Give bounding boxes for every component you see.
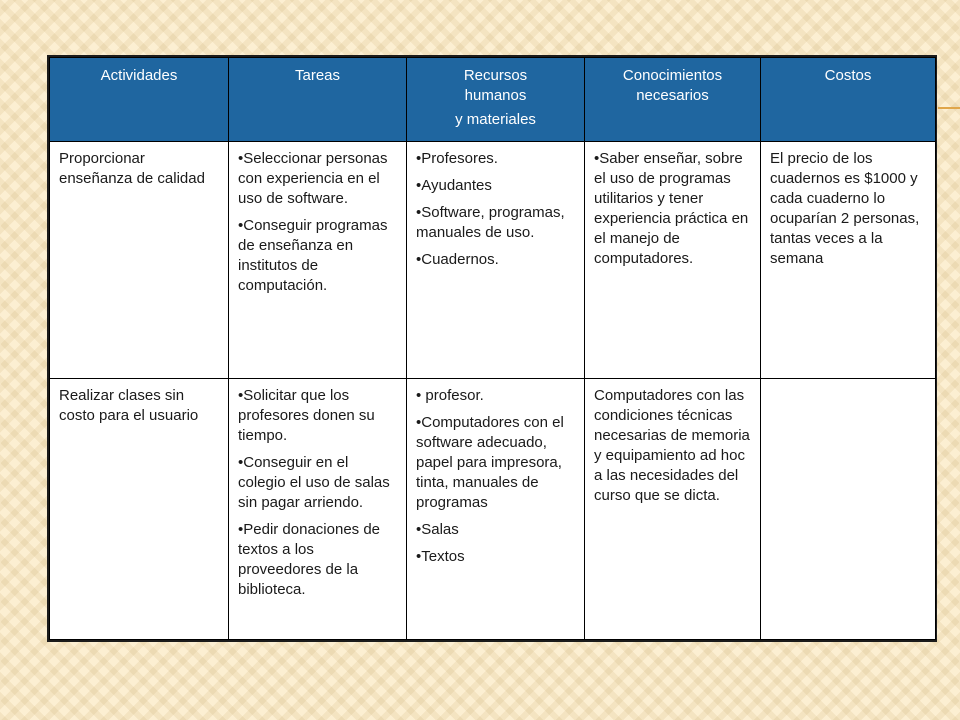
actividad-text: Proporcionar enseñanza de calidad xyxy=(59,150,205,187)
tarea-item: •Solicitar que los profesores donen su tiempo. xyxy=(238,387,375,444)
recurso-item: •Cuadernos. xyxy=(416,251,499,268)
recurso-item: •Textos xyxy=(416,548,465,565)
tarea-item: •Conseguir programas de enseñanza en institutos de computación. xyxy=(238,217,388,294)
decorative-accent-line xyxy=(938,107,960,109)
cell-recursos xyxy=(407,142,585,379)
header-actividades-label: Actividades xyxy=(100,67,178,84)
cell-costos-empty xyxy=(761,379,936,640)
recurso-item: •Ayudantes xyxy=(416,177,492,194)
header-recursos-line1: Recursos xyxy=(463,67,528,84)
cell-actividad xyxy=(50,142,229,379)
header-recursos xyxy=(407,58,585,142)
planning-table xyxy=(49,57,936,640)
header-tareas xyxy=(229,58,407,142)
header-recursos-line3: y materiales xyxy=(455,111,536,128)
actividad-text: Realizar clases sin costo para el usuario xyxy=(59,387,199,424)
table-row xyxy=(50,379,936,640)
cell-conocimientos xyxy=(585,142,761,379)
tarea-item: •Conseguir en el colegio el uso de salas sin pagar arriendo. xyxy=(238,454,390,511)
costos-text: El precio de los cuadernos es $1000 y cada cuaderno lo ocuparían 2 personas, tantas veces a la semana xyxy=(770,150,920,267)
cell-recursos xyxy=(407,379,585,640)
table-header-row xyxy=(50,58,936,142)
header-conocimientos-line2: necesarios xyxy=(636,87,709,104)
header-conocimientos-line1: Conocimientos xyxy=(622,67,723,84)
cell-actividad xyxy=(50,379,229,640)
recurso-item: •Salas xyxy=(416,521,459,538)
cell-tareas xyxy=(229,379,407,640)
recurso-item: •Profesores. xyxy=(416,150,498,167)
recurso-item: • profesor. xyxy=(416,387,484,404)
recurso-item: •Computadores con el software adecuado, papel para impresora, tinta, manuales de programas xyxy=(416,414,564,511)
conocimientos-text: Computadores con las condiciones técnicas necesarias de memoria y equipamiento ad hoc a las necesidades del curso que se dicta. xyxy=(594,387,750,504)
cell-costos xyxy=(761,142,936,379)
tarea-item: •Pedir donaciones de textos a los proveedores de la biblioteca. xyxy=(238,521,381,598)
header-conocimientos xyxy=(585,58,761,142)
header-costos xyxy=(761,58,936,142)
header-tareas-label: Tareas xyxy=(294,67,341,84)
table-row xyxy=(50,142,936,379)
cell-tareas xyxy=(229,142,407,379)
header-actividades xyxy=(50,58,229,142)
cell-conocimientos xyxy=(585,379,761,640)
header-recursos-line2: humanos xyxy=(464,87,527,104)
header-costos-label: Costos xyxy=(824,67,872,84)
recurso-item: •Software, programas, manuales de uso. xyxy=(416,204,565,241)
tarea-item: •Seleccionar personas con experiencia en el uso de software. xyxy=(238,150,388,207)
planning-table-container xyxy=(47,55,937,642)
conocimientos-text: •Saber enseñar, sobre el uso de programas utilitarios y tener experiencia práctica en el manejo de computadores. xyxy=(594,150,749,267)
